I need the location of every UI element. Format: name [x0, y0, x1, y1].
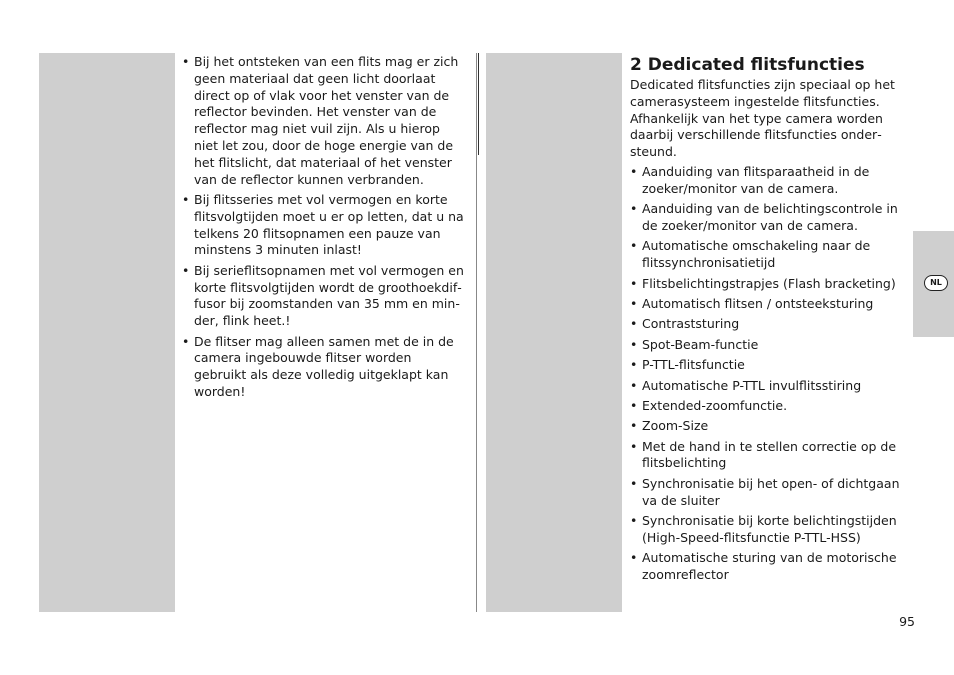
feature-bullet-item: • Extended-zoomfunctie.	[630, 398, 902, 415]
column-divider	[476, 53, 477, 612]
feature-bullet-item: • P-TTL-flitsfunctie	[630, 357, 902, 374]
feature-bullet-item: • Automatische omschakeling naar de flitssynchronisatietijd	[630, 238, 902, 272]
left-margin-band	[39, 53, 175, 612]
right-margin-band	[486, 53, 622, 612]
warning-bullet-item: • Bij flitsseries met vol vermogen en korte flitsvolgtijden moet u er op letten, dat u na telkens 20 flitsopnamen een pauze van minstens 3 minuten inlast!	[182, 192, 466, 259]
feature-bullet-item: • Automatische sturing van de motorische zoomreflector	[630, 550, 902, 584]
warning-bullet-item: • De flitser mag alleen samen met de in de camera ingebouwde flitser worden gebruikt als deze volledig uitgeklapt kan worden!	[182, 334, 466, 401]
language-badge: NL	[924, 275, 948, 291]
column-divider-accent	[478, 53, 479, 155]
feature-bullet-item: • Spot-Beam-functie	[630, 337, 902, 354]
warning-bullet-item: • Bij het ontsteken van een flits mag er zich geen materiaal dat geen licht doorlaat direct op of vlak voor het venster van de reflector bevinden. Het venster van de reflector mag niet vuil zijn. Als u hierop niet let zou, door de hoge energie van de het flitslicht, dat materiaal of het venster van de reflector kunnen verbranden.	[182, 54, 466, 188]
feature-bullet-item: • Contraststuring	[630, 316, 902, 333]
feature-bullet-item: • Aanduiding van flitsparaatheid in de zoeker/monitor van de camera.	[630, 164, 902, 198]
feature-bullet-item: • Synchronisatie bij het open- of dichtgaan va de sluiter	[630, 476, 902, 510]
feature-bullet-item: • Flitsbelichtingstrapjes (Flash bracketing)	[630, 276, 902, 293]
right-text-column	[630, 54, 902, 587]
left-text-column	[182, 54, 466, 404]
feature-bullet-item: • Automatische P-TTL invulflitsstiring	[630, 378, 902, 395]
page-number: 95	[899, 614, 915, 629]
feature-bullet-item: • Synchronisatie bij korte belichtingstijden (High-Speed-flitsfunctie P-TTL-HSS)	[630, 513, 902, 547]
feature-bullet-item: • Zoom-Size	[630, 418, 902, 435]
feature-bullet-list	[630, 164, 902, 584]
feature-bullet-item: • Met de hand in te stellen correctie op de flitsbelichting	[630, 439, 902, 473]
section-intro: Dedicated flitsfuncties zijn speciaal op het camerasysteem ingestelde flitsfuncties. Afhankelijk van het type camera worden daarbij verschillende flitsfuncties ondersteund.	[630, 77, 895, 160]
section-title: 2 Dedicated flitsfuncties	[630, 55, 865, 75]
warning-bullet-item: • Bij serieflitsopnamen met vol vermogen en korte flitsvolgtijden wordt de groothoekdiffusor bij zoomstanden van 35 mm en minder, flink heet.!	[182, 263, 466, 330]
left-bullet-list	[182, 54, 466, 401]
feature-bullet-item: • Aanduiding van de belichtingscontrole in de zoeker/monitor van de camera.	[630, 201, 902, 235]
feature-bullet-item: • Automatisch flitsen / ontsteeksturing	[630, 296, 902, 313]
